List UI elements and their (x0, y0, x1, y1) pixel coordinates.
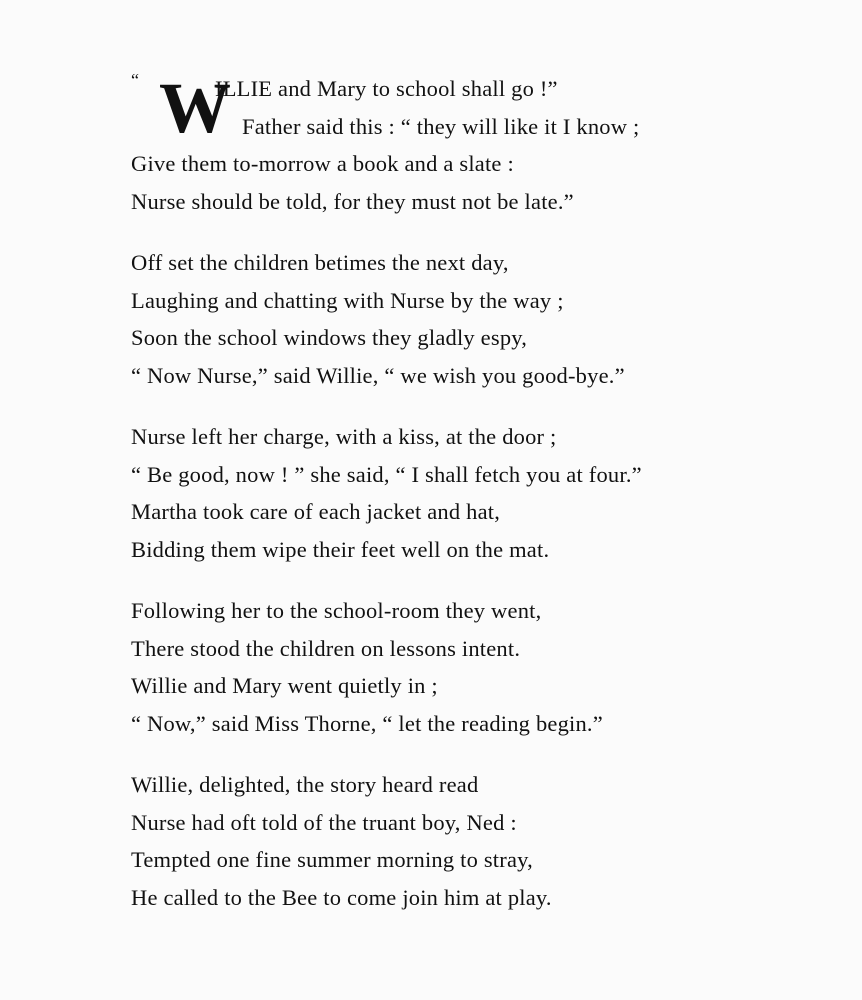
poem-line: Willie and Mary went quietly in ; (131, 673, 438, 698)
poem-line: Willie, delighted, the story heard read (131, 772, 479, 797)
opening-quote: “ (131, 70, 139, 90)
poem-line: Give them to-morrow a book and a slate : (131, 151, 514, 176)
poem-line: He called to the Bee to come join him at play. (131, 884, 552, 910)
stanza-3 (131, 418, 831, 568)
poem-line: “ Now,” said Miss Thorne, “ let the reading begin.” (131, 710, 603, 736)
poem-line: Nurse left her charge, with a kiss, at the door ; (131, 424, 557, 449)
stanza-5 (131, 766, 831, 916)
poem-line: Soon the school windows they gladly espy, (131, 325, 528, 350)
poem-line: Tempted one fine summer morning to stray, (131, 847, 533, 872)
stanza-4 (131, 592, 831, 742)
poem-line: Off set the children betimes the next day, (131, 250, 509, 275)
poem-line: Laughing and chatting with Nurse by the way ; (131, 287, 564, 313)
stanza-2 (131, 244, 831, 394)
poem-line: Nurse had oft told of the truant boy, Ned : (131, 809, 517, 835)
poem-line: Following her to the school-room they went, (131, 598, 542, 623)
poem-line: “ Now Nurse,” said Willie, “ we wish you good-bye.” (131, 362, 625, 388)
stanza-1 (131, 70, 831, 220)
poem-line: Father said this : “ they will like it I know ; (242, 113, 640, 139)
poem-line: “ Be good, now ! ” she said, “ I shall fetch you at four.” (131, 461, 642, 487)
drop-cap: W (159, 68, 231, 148)
poem-line: Nurse should be told, for they must not be late.” (131, 188, 574, 214)
poem (131, 70, 831, 940)
poem-line: ILLIE and Mary to school shall go !” (215, 76, 558, 101)
poem-line: Martha took care of each jacket and hat, (131, 499, 501, 524)
poem-line: Bidding them wipe their feet well on the mat. (131, 536, 550, 562)
poem-line: There stood the children on lessons intent. (131, 635, 521, 661)
